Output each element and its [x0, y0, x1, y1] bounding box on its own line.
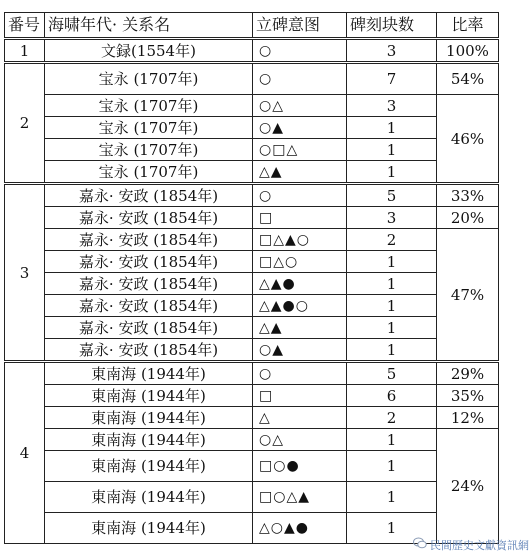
monument-count-cell: 1	[347, 273, 437, 295]
header-name: 海啸年代· 关系名	[45, 13, 253, 39]
era-name-cell: 宝永 (1707年)	[45, 63, 253, 95]
table-row	[5, 385, 499, 407]
era-name-cell: 宝永 (1707年)	[45, 117, 253, 139]
monument-count-cell: 1	[347, 451, 437, 482]
intent-symbols-cell: □	[253, 385, 347, 407]
table-row	[5, 482, 499, 513]
era-name-cell: 嘉永· 安政 (1854年)	[45, 184, 253, 207]
era-name-cell: 東南海 (1944年)	[45, 451, 253, 482]
ratio-cell: 100%	[437, 39, 499, 63]
era-name-cell: 宝永 (1707年)	[45, 95, 253, 117]
era-name-cell: 東南海 (1944年)	[45, 513, 253, 544]
watermark-text: 民間歷史文獻資訊網	[430, 539, 529, 552]
monument-count-cell: 3	[347, 39, 437, 63]
monument-count-cell: 1	[347, 339, 437, 362]
monument-count-cell: 2	[347, 407, 437, 429]
monument-count-cell: 1	[347, 317, 437, 339]
intent-symbols-cell: ○□△	[253, 139, 347, 161]
era-name-cell: 宝永 (1707年)	[45, 161, 253, 184]
monument-count-cell: 1	[347, 482, 437, 513]
intent-symbols-cell: △▲●○	[253, 295, 347, 317]
ratio-cell: 47%	[437, 229, 499, 362]
table-row	[5, 295, 499, 317]
ratio-cell: 24%	[437, 429, 499, 544]
intent-symbols-cell: △▲	[253, 161, 347, 184]
table-row	[5, 207, 499, 229]
group-number: 4	[5, 362, 45, 544]
table-row	[5, 139, 499, 161]
intent-symbols-cell: △	[253, 407, 347, 429]
era-name-cell: 東南海 (1944年)	[45, 362, 253, 385]
tsunami-monument-table	[4, 12, 499, 544]
intent-symbols-cell: △▲	[253, 317, 347, 339]
table-row	[5, 63, 499, 95]
table-row	[5, 362, 499, 385]
monument-count-cell: 1	[347, 295, 437, 317]
monument-count-cell: 3	[347, 207, 437, 229]
era-name-cell: 嘉永· 安政 (1854年)	[45, 273, 253, 295]
intent-symbols-cell: □△○	[253, 251, 347, 273]
monument-count-cell: 6	[347, 385, 437, 407]
intent-symbols-cell: □	[253, 207, 347, 229]
group-number: 2	[5, 63, 45, 184]
ratio-cell: 54%	[437, 63, 499, 95]
monument-count-cell: 1	[347, 429, 437, 451]
intent-symbols-cell: △▲●	[253, 273, 347, 295]
monument-count-cell: 1	[347, 117, 437, 139]
intent-symbols-cell: ○	[253, 63, 347, 95]
era-name-cell: 嘉永· 安政 (1854年)	[45, 295, 253, 317]
table-row	[5, 184, 499, 207]
intent-symbols-cell: ○△	[253, 429, 347, 451]
header-no: 番号	[5, 13, 45, 39]
era-name-cell: 嘉永· 安政 (1854年)	[45, 229, 253, 251]
era-name-cell: 東南海 (1944年)	[45, 482, 253, 513]
intent-symbols-cell: ○	[253, 39, 347, 63]
table-row	[5, 39, 499, 63]
monument-count-cell: 7	[347, 63, 437, 95]
table-row	[5, 429, 499, 451]
table-row	[5, 317, 499, 339]
monument-count-cell: 1	[347, 139, 437, 161]
ratio-cell: 33%	[437, 184, 499, 207]
table-row	[5, 229, 499, 251]
ratio-cell: 20%	[437, 207, 499, 229]
intent-symbols-cell: ○▲	[253, 117, 347, 139]
intent-symbols-cell: ○	[253, 362, 347, 385]
table-row	[5, 273, 499, 295]
intent-symbols-cell: □○●	[253, 451, 347, 482]
era-name-cell: 文録(1554年)	[45, 39, 253, 63]
intent-symbols-cell: △○▲●	[253, 513, 347, 544]
header-row	[5, 13, 499, 39]
ratio-cell: 12%	[437, 407, 499, 429]
table-row	[5, 117, 499, 139]
ratio-cell: 46%	[437, 95, 499, 184]
ratio-cell: 35%	[437, 385, 499, 407]
table-row	[5, 161, 499, 184]
header-ratio: 比率	[437, 13, 499, 39]
intent-symbols-cell: ○△	[253, 95, 347, 117]
table-row	[5, 95, 499, 117]
header-symbols: 立碑意图	[253, 13, 347, 39]
monument-count-cell: 1	[347, 251, 437, 273]
header-count: 碑刻块数	[347, 13, 437, 39]
monument-count-cell: 2	[347, 229, 437, 251]
table-body	[5, 39, 499, 544]
era-name-cell: 嘉永· 安政 (1854年)	[45, 251, 253, 273]
intent-symbols-cell: ○▲	[253, 339, 347, 362]
monument-count-cell: 3	[347, 95, 437, 117]
ratio-cell: 29%	[437, 362, 499, 385]
monument-count-cell: 1	[347, 513, 437, 544]
era-name-cell: 嘉永· 安政 (1854年)	[45, 207, 253, 229]
group-number: 1	[5, 39, 45, 63]
intent-symbols-cell: □○△▲	[253, 482, 347, 513]
intent-symbols-cell: □△▲○	[253, 229, 347, 251]
monument-count-cell: 1	[347, 161, 437, 184]
table-row	[5, 451, 499, 482]
table-row	[5, 251, 499, 273]
monument-count-cell: 5	[347, 362, 437, 385]
group-number: 3	[5, 184, 45, 362]
era-name-cell: 宝永 (1707年)	[45, 139, 253, 161]
era-name-cell: 東南海 (1944年)	[45, 429, 253, 451]
wechat-icon	[413, 537, 427, 549]
monument-count-cell: 5	[347, 184, 437, 207]
era-name-cell: 嘉永· 安政 (1854年)	[45, 339, 253, 362]
era-name-cell: 東南海 (1944年)	[45, 407, 253, 429]
era-name-cell: 東南海 (1944年)	[45, 385, 253, 407]
era-name-cell: 嘉永· 安政 (1854年)	[45, 317, 253, 339]
intent-symbols-cell: ○	[253, 184, 347, 207]
table-row	[5, 407, 499, 429]
table-row	[5, 339, 499, 362]
